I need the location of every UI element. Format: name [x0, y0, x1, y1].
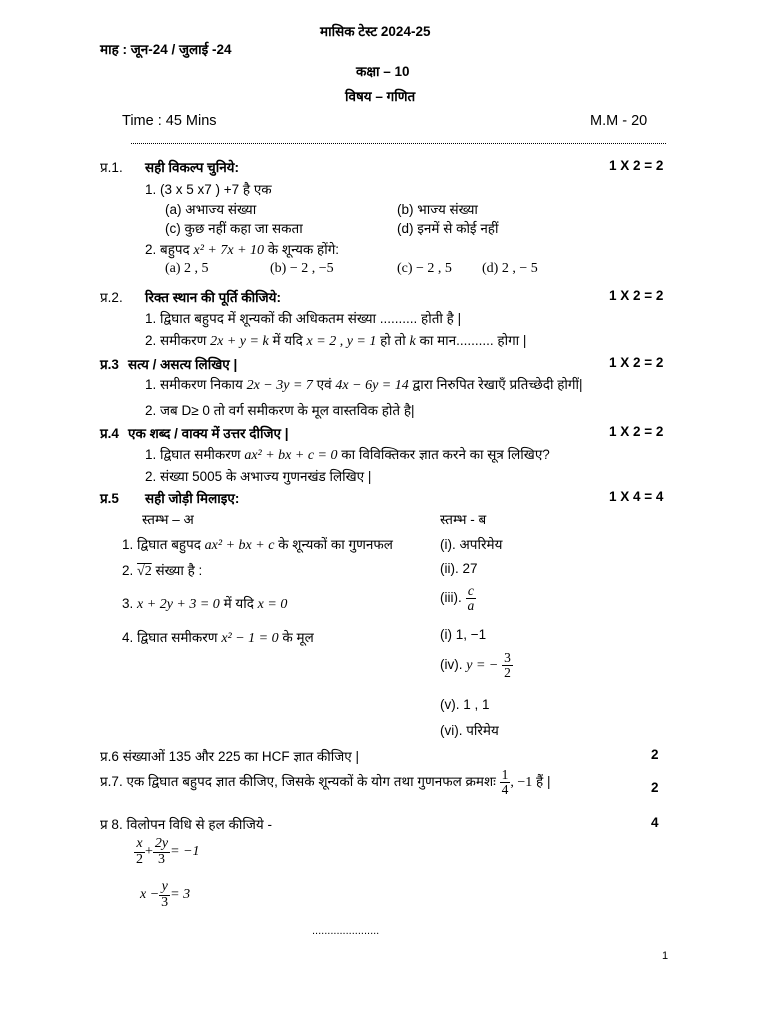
q3-item2: 2. जब D≥ 0 तो वर्ग समीकरण के मूल वास्तविक होते है| — [145, 403, 415, 418]
q8-eq1-d1: 2 — [136, 851, 143, 867]
q1-option-c: (c) कुछ नहीं कहा जा सकता — [165, 221, 303, 236]
q7-post1: , −1 — [510, 775, 533, 791]
q8-eq1-plus: + — [145, 844, 153, 860]
q5-b5-pre: (iv). — [440, 657, 463, 673]
q4-title: एक शब्द / वाक्य में उत्तर दीजिए | — [128, 426, 289, 441]
q5-b5-num: 3 — [504, 650, 511, 665]
q2-title: रिक्त स्थान की पूर्ति कीजिये: — [145, 290, 281, 305]
q8-equation2 — [140, 880, 190, 910]
q5-a2-pre: 2. — [122, 563, 134, 578]
q2-item2-post: का मान.......... होगा | — [419, 333, 527, 348]
q5-a2-post: संख्या है : — [155, 563, 203, 578]
q1-item2 — [145, 240, 339, 259]
q8-eq2-pre: x − — [140, 887, 160, 903]
q5-a2-expr: √2 — [137, 564, 152, 579]
q6-marks: 2 — [651, 747, 659, 762]
q7-num: 1 — [501, 767, 509, 782]
q4-item1-post: का विविक्तिकर ज्ञात करने का सूत्र लिखिए? — [341, 447, 550, 462]
separator-dotted — [131, 143, 666, 144]
q8-eq1-frac1 — [134, 837, 145, 867]
q5-a4-expr: x² − 1 = 0 — [221, 631, 279, 646]
q5-a3-expr2: x = 0 — [257, 597, 288, 612]
q8-eq1-n1: x — [134, 837, 145, 853]
q4-item2: 2. संख्या 5005 के अभाज्य गुणनखंड लिखिए | — [145, 469, 372, 484]
q7-den: 4 — [501, 782, 509, 798]
q8-eq1-frac2 — [153, 837, 170, 867]
q1-item2-option-c: (c) − 2 , 5 — [397, 261, 452, 276]
footer-dots: ...................... — [312, 925, 380, 937]
q5-a1-post: के शून्यकों का गुणनफल — [278, 537, 393, 552]
q8-eq2-frac — [159, 880, 170, 910]
q5-b3-pre: (iii). — [440, 590, 462, 606]
test-title: मासिक टेस्ट 2024-25 — [320, 24, 431, 39]
q5-b3 — [440, 584, 476, 613]
q4-marks: 1 X 2 = 2 — [609, 424, 664, 439]
q7-fraction — [500, 768, 511, 797]
q4-item1-expr: ax² + bx + c = 0 — [244, 448, 338, 463]
q2-item2 — [145, 331, 526, 350]
q8-marks: 4 — [651, 815, 659, 830]
q5-a1-expr: ax² + bx + c — [204, 538, 275, 553]
q8-eq1-rhs: = −1 — [170, 844, 200, 860]
q5-a4 — [122, 628, 314, 647]
q2-item2-mid1: में यदि — [272, 333, 303, 348]
q1-item2-option-d: (d) 2 , − 5 — [482, 261, 538, 276]
class-line: कक्षा – 10 — [356, 64, 410, 79]
q8-equation1 — [134, 837, 200, 867]
q2-item2-mid2: हो तो — [380, 333, 406, 348]
q5-a1-pre: 1. द्विघात बहुपद — [122, 537, 201, 552]
q8-text: प्र 8. विलोपन विधि से हल कीजिये - — [100, 817, 272, 832]
q1-marks: 1 X 2 = 2 — [609, 158, 664, 173]
q2-item2-expr2: x = 2 , y = 1 — [306, 334, 377, 349]
q8-eq2-rhs: = 3 — [170, 887, 191, 903]
q3-item1-post: द्वारा निरुपित रेखाएँ प्रतिच्छेदी होगीं| — [412, 377, 583, 392]
q5-b5 — [440, 651, 513, 680]
column-a-header: स्तम्भ – अ — [142, 512, 194, 527]
q1-title: सही विकल्प चुनिये: — [145, 160, 240, 175]
q1-item2-pre: 2. बहुपद — [145, 242, 190, 257]
q8-eq2-d: 3 — [161, 894, 169, 910]
q7-marks: 2 — [651, 780, 659, 795]
q7-line — [100, 768, 550, 797]
q5-b3-fraction — [466, 584, 477, 613]
q5-a1 — [122, 535, 393, 554]
month-line: माह : जून-24 / जुलाई -24 — [100, 42, 232, 57]
page-number: 1 — [662, 950, 669, 962]
q5-b2: (ii). 27 — [440, 561, 478, 576]
q7-text: प्र.7. एक द्विघात बहुपद ज्ञात कीजिए, जिसके शून्यकों के योग तथा गुणनफल क्रमशः — [100, 774, 496, 790]
q2-item1: 1. द्विघात बहुपद में शून्यकों की अधिकतम संख्या .......... होती है | — [145, 311, 462, 326]
q5-b5-den: 2 — [504, 665, 511, 681]
time-label: Time : 45 Mins — [122, 113, 217, 129]
q5-title: सही जोड़ी मिलाइए: — [145, 491, 240, 506]
q3-item1-expr2: 4x − 6y = 14 — [335, 378, 409, 393]
q1-item2-option-b: (b) − 2 , −5 — [270, 261, 334, 276]
q5-b7: (vi). परिमेय — [440, 723, 499, 738]
q2-item2-expr1: 2x + y = k — [210, 334, 269, 349]
max-marks: M.M - 20 — [590, 113, 648, 129]
q5-b4: (i) 1, −1 — [440, 627, 487, 642]
q1-item1: 1. (3 x 5 x7 ) +7 है एक — [145, 182, 272, 197]
q3-item1 — [145, 375, 582, 394]
q8-eq1-n2: 2y — [154, 836, 169, 851]
q6-text: प्र.6 संख्याओं 135 और 225 का HCF ज्ञात कीजिए | — [100, 749, 360, 764]
q5-a3-mid: में यदि — [223, 596, 254, 611]
q5-a2 — [122, 561, 202, 580]
q5-a4-pre: 4. द्विघात समीकरण — [122, 630, 218, 645]
q5-a3-expr: x + 2y + 3 = 0 — [137, 597, 220, 612]
q1-item2-expr: x² + 7x + 10 — [193, 243, 265, 258]
q1-number: प्र.1. — [100, 160, 123, 175]
column-b-header: स्तम्भ - ब — [440, 512, 487, 527]
q3-marks: 1 X 2 = 2 — [609, 355, 664, 370]
q4-number: प्र.4 — [100, 426, 119, 441]
q3-item1-expr1: 2x − 3y = 7 — [246, 378, 313, 393]
q1-item2-option-a: (a) 2 , 5 — [165, 261, 209, 276]
q1-option-b: (b) भाज्य संख्या — [397, 202, 478, 217]
q7-post2: हैं | — [536, 774, 551, 790]
q2-item2-expr3: k — [409, 334, 416, 349]
q5-a3-pre: 3. — [122, 596, 134, 611]
q2-marks: 1 X 2 = 2 — [609, 288, 664, 303]
q4-item1-pre: 1. द्विघात समीकरण — [145, 447, 241, 462]
q1-item2-post: के शून्यक होंगे: — [267, 242, 340, 257]
q2-number: प्र.2. — [100, 290, 123, 305]
q5-marks: 1 X 4 = 4 — [609, 489, 664, 504]
q3-item1-pre: 1. समीकरण निकाय — [145, 377, 243, 392]
subject-line: विषय – गणित — [345, 89, 416, 104]
q8-eq1-d2: 3 — [158, 851, 166, 867]
q5-b1: (i). अपरिमेय — [440, 537, 503, 552]
q3-number: प्र.3 — [100, 357, 119, 372]
q8-eq2-n: y — [159, 880, 170, 896]
q1-option-a: (a) अभाज्य संख्या — [165, 202, 257, 217]
q5-b6: (v). 1 , 1 — [440, 697, 490, 712]
q5-b3-den: a — [467, 598, 475, 614]
q2-item2-pre: 2. समीकरण — [145, 333, 207, 348]
q5-number: प्र.5 — [100, 491, 119, 506]
q5-a3 — [122, 594, 287, 613]
q3-item1-mid: एवं — [316, 377, 332, 392]
q5-b3-num: c — [466, 584, 477, 599]
q3-title: सत्य / असत्य लिखिए | — [128, 357, 238, 372]
q5-b5-fraction — [502, 651, 513, 680]
q5-b5-expr: y = − — [466, 658, 499, 674]
q1-option-d: (d) इनमें से कोई नहीं — [397, 221, 499, 236]
q4-item1 — [145, 445, 550, 464]
q5-a4-post: के मूल — [282, 630, 314, 645]
